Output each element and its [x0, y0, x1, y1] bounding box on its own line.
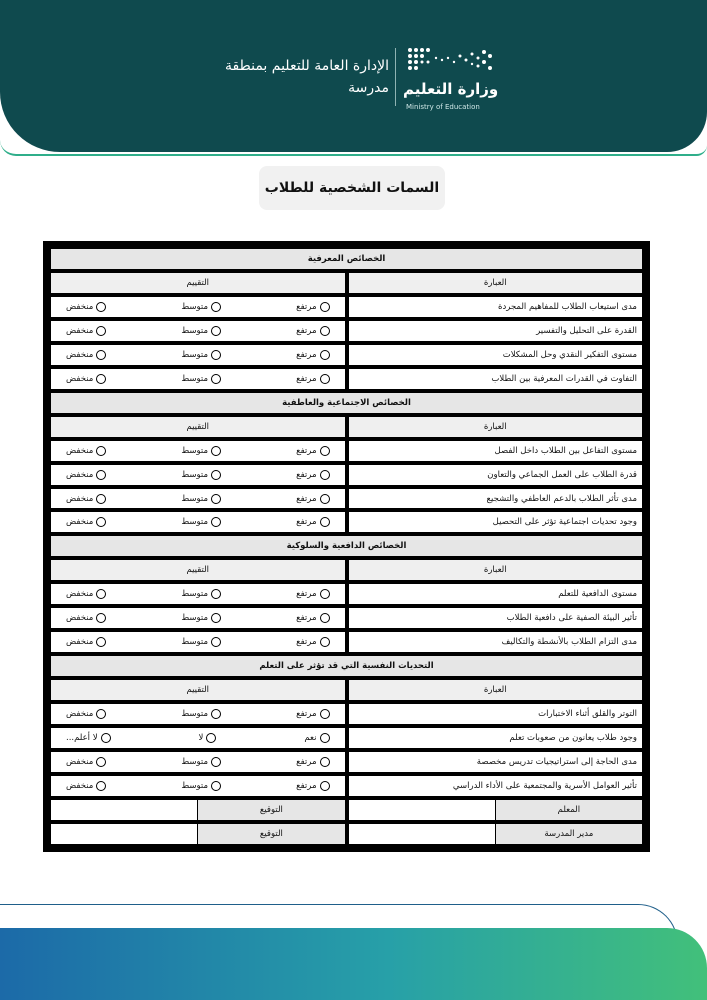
option-low-label: منخفض: [66, 325, 94, 336]
option-high[interactable]: [296, 470, 329, 480]
ministry-name-english: Ministry of Education: [406, 103, 480, 111]
rating-options: [56, 781, 340, 791]
ministry-logo-dots-icon: [406, 46, 496, 72]
option-dont-know[interactable]: [66, 733, 111, 743]
statement-text: مدى الحاجة إلى استراتيجيات تدريس مخصصة: [348, 751, 644, 773]
statement-header: العبارة: [348, 559, 644, 581]
table-row: [50, 464, 643, 486]
section-title: التحديات النفسية التي قد تؤثر على التعلم: [50, 655, 643, 677]
option-medium[interactable]: [181, 350, 221, 360]
option-low[interactable]: [66, 326, 106, 336]
option-medium-label: متوسط: [181, 349, 209, 360]
option-low-label: منخفض: [66, 445, 94, 456]
option-medium[interactable]: [181, 613, 221, 623]
teacher-signature-field[interactable]: [51, 800, 198, 820]
option-low[interactable]: [66, 589, 106, 599]
statement-text: مستوى التفكير النقدي وحل المشكلات: [348, 344, 644, 366]
rating-options: [56, 637, 340, 647]
option-low[interactable]: [66, 781, 106, 791]
option-low[interactable]: [66, 709, 106, 719]
footer-banner: [0, 928, 707, 1000]
option-high[interactable]: [296, 781, 329, 791]
teacher-name-field[interactable]: [349, 800, 496, 820]
option-high-label: مرتفع: [296, 589, 317, 600]
rating-options: [56, 350, 340, 360]
radio-circle-icon[interactable]: [96, 757, 106, 767]
option-high[interactable]: [296, 709, 329, 719]
column-header-row: [50, 679, 643, 701]
table-row: [50, 320, 643, 342]
ministry-name-arabic: وزارة التعليم: [403, 80, 499, 98]
radio-circle-icon[interactable]: [211, 374, 221, 384]
radio-circle-icon[interactable]: [96, 374, 106, 384]
rating-options: [56, 757, 340, 767]
radio-circle-icon[interactable]: [320, 709, 330, 719]
option-low-label: منخفض: [66, 780, 94, 791]
option-low-label: منخفض: [66, 613, 94, 624]
statement-text: وجود تحديات اجتماعية تؤثر على التحصيل: [348, 511, 644, 533]
rating-header: التقييم: [50, 416, 346, 438]
rating-cell: [50, 775, 346, 797]
table-row: [50, 631, 643, 653]
rating-cell: [50, 320, 346, 342]
principal-signature-field[interactable]: [51, 824, 198, 844]
option-medium-label: متوسط: [181, 613, 209, 624]
statement-header: العبارة: [348, 272, 644, 294]
table-row: [50, 511, 643, 533]
statement-text: القدرة على التحليل والتفسير: [348, 320, 644, 342]
option-high-label: مرتفع: [296, 373, 317, 384]
option-low[interactable]: [66, 350, 106, 360]
statement-header: العبارة: [348, 679, 644, 701]
option-medium[interactable]: [181, 326, 221, 336]
statement-text: وجود طلاب يعانون من صعوبات تعلم: [348, 727, 644, 749]
option-medium-label: متوسط: [181, 637, 209, 648]
option-medium[interactable]: [181, 709, 221, 719]
column-header-row: [50, 272, 643, 294]
radio-circle-icon[interactable]: [320, 517, 330, 527]
option-high[interactable]: [296, 350, 329, 360]
section-header: [50, 392, 643, 414]
option-medium-label: متوسط: [181, 756, 209, 767]
option-low[interactable]: [66, 374, 106, 384]
option-low[interactable]: [66, 517, 106, 527]
header-accent-edge: [0, 140, 707, 156]
option-medium-label: متوسط: [181, 517, 209, 528]
rating-cell: [50, 607, 346, 629]
radio-circle-icon[interactable]: [211, 781, 221, 791]
option-medium-label: متوسط: [181, 493, 209, 504]
radio-circle-icon[interactable]: [96, 613, 106, 623]
radio-circle-icon[interactable]: [320, 350, 330, 360]
radio-circle-icon[interactable]: [320, 757, 330, 767]
option-medium[interactable]: [181, 470, 221, 480]
table-row: [50, 368, 643, 390]
statement-header: العبارة: [348, 416, 644, 438]
option-low-label: منخفض: [66, 301, 94, 312]
radio-circle-icon[interactable]: [96, 326, 106, 336]
option-low-label: منخفض: [66, 589, 94, 600]
statement-text: مدى استيعاب الطلاب للمفاهيم المجردة: [348, 296, 644, 318]
option-high[interactable]: [296, 494, 329, 504]
radio-circle-icon[interactable]: [320, 733, 330, 743]
option-high-label: مرتفع: [296, 445, 317, 456]
option-medium[interactable]: [181, 302, 221, 312]
table-row: [50, 607, 643, 629]
option-low-label: منخفض: [66, 517, 94, 528]
radio-circle-icon[interactable]: [211, 613, 221, 623]
option-medium-label: متوسط: [181, 709, 209, 720]
table-row: [50, 440, 643, 462]
rating-options: [56, 517, 340, 527]
option-low[interactable]: [66, 494, 106, 504]
statement-text: مستوى الدافعية للتعلم: [348, 583, 644, 605]
option-yes[interactable]: [304, 733, 329, 743]
rating-options: [56, 446, 340, 456]
radio-circle-icon[interactable]: [96, 589, 106, 599]
column-header-row: [50, 416, 643, 438]
option-high[interactable]: [296, 589, 329, 599]
radio-circle-icon[interactable]: [211, 470, 221, 480]
radio-circle-icon[interactable]: [320, 589, 330, 599]
option-medium-label: متوسط: [181, 589, 209, 600]
option-medium-label: متوسط: [181, 780, 209, 791]
option-high-label: مرتفع: [296, 709, 317, 720]
principal-name-field[interactable]: [349, 824, 496, 844]
rating-header: التقييم: [50, 679, 346, 701]
radio-circle-icon[interactable]: [320, 781, 330, 791]
radio-circle-icon[interactable]: [96, 350, 106, 360]
radio-circle-icon[interactable]: [96, 446, 106, 456]
option-high-label: مرتفع: [296, 756, 317, 767]
rating-cell: [50, 727, 346, 749]
traits-table: [43, 241, 650, 852]
radio-circle-icon[interactable]: [320, 637, 330, 647]
statement-text: تأثير العوامل الأسرية والمجتمعية على الأداء الدراسي: [348, 775, 644, 797]
option-medium[interactable]: [181, 637, 221, 647]
radio-circle-icon[interactable]: [96, 494, 106, 504]
radio-circle-icon[interactable]: [96, 470, 106, 480]
rating-options: [56, 589, 340, 599]
rating-options: [56, 709, 340, 719]
radio-circle-icon[interactable]: [211, 494, 221, 504]
header-banner: [0, 0, 707, 152]
rating-options: [56, 733, 340, 743]
option-high-label: مرتفع: [296, 469, 317, 480]
statement-text: مدى تأثر الطلاب بالدعم العاطفي والتشجيع: [348, 488, 644, 510]
table-row: [50, 344, 643, 366]
option-no-label: لا: [198, 733, 204, 744]
teacher-label: المعلم: [495, 800, 642, 820]
rating-options: [56, 613, 340, 623]
signature-label: التوقيع: [198, 824, 345, 844]
rating-cell: [50, 583, 346, 605]
table-row: [50, 488, 643, 510]
section-header: [50, 535, 643, 557]
option-high[interactable]: [296, 637, 329, 647]
table-row: [50, 751, 643, 773]
option-medium-label: متوسط: [181, 301, 209, 312]
option-low-label: منخفض: [66, 469, 94, 480]
option-medium[interactable]: [181, 757, 221, 767]
option-high-label: مرتفع: [296, 349, 317, 360]
option-low[interactable]: [66, 613, 106, 623]
option-low[interactable]: [66, 470, 106, 480]
option-low-label: منخفض: [66, 637, 94, 648]
option-high-label: مرتفع: [296, 517, 317, 528]
option-medium-label: متوسط: [181, 445, 209, 456]
table-row: [50, 703, 643, 725]
radio-circle-icon[interactable]: [211, 757, 221, 767]
radio-circle-icon[interactable]: [211, 326, 221, 336]
option-high-label: مرتفع: [296, 637, 317, 648]
column-header-row: [50, 559, 643, 581]
option-yes-label: نعم: [304, 733, 317, 744]
option-low[interactable]: [66, 757, 106, 767]
rating-options: [56, 494, 340, 504]
principal-signature-block: [348, 823, 644, 845]
statement-text: مستوى التفاعل بين الطلاب داخل الفصل: [348, 440, 644, 462]
statement-text: قدرة الطلاب على العمل الجماعي والتعاون: [348, 464, 644, 486]
rating-cell: [50, 511, 346, 533]
statement-text: التفاوت في القدرات المعرفية بين الطلاب: [348, 368, 644, 390]
option-high[interactable]: [296, 446, 329, 456]
radio-circle-icon[interactable]: [320, 326, 330, 336]
option-high-label: مرتفع: [296, 493, 317, 504]
rating-cell: [50, 703, 346, 725]
option-high[interactable]: [296, 374, 329, 384]
principal-label: مدير المدرسة: [495, 824, 642, 844]
option-medium[interactable]: [181, 781, 221, 791]
rating-cell: [50, 296, 346, 318]
statement-text: التوتر والقلق أثناء الاختبارات: [348, 703, 644, 725]
rating-options: [56, 374, 340, 384]
radio-circle-icon[interactable]: [96, 709, 106, 719]
option-high[interactable]: [296, 302, 329, 312]
option-low[interactable]: [66, 637, 106, 647]
radio-circle-icon[interactable]: [96, 781, 106, 791]
option-low-label: منخفض: [66, 373, 94, 384]
table-row: [50, 296, 643, 318]
option-low-label: منخفض: [66, 493, 94, 504]
radio-circle-icon[interactable]: [320, 374, 330, 384]
rating-cell: [50, 464, 346, 486]
option-medium[interactable]: [181, 446, 221, 456]
radio-circle-icon[interactable]: [211, 517, 221, 527]
option-low-label: منخفض: [66, 709, 94, 720]
rating-cell: [50, 440, 346, 462]
rating-options: [56, 470, 340, 480]
option-low[interactable]: [66, 302, 106, 312]
option-high[interactable]: [296, 326, 329, 336]
section-title: الخصائص الاجتماعية والعاطفية: [50, 392, 643, 414]
option-medium-label: متوسط: [181, 469, 209, 480]
option-medium[interactable]: [181, 494, 221, 504]
rating-cell: [50, 631, 346, 653]
option-high[interactable]: [296, 613, 329, 623]
option-low[interactable]: [66, 446, 106, 456]
section-title: الخصائص المعرفية: [50, 248, 643, 270]
rating-cell: [50, 488, 346, 510]
radio-circle-icon[interactable]: [96, 517, 106, 527]
school-text: مدرسة: [348, 80, 389, 96]
option-medium[interactable]: [181, 374, 221, 384]
radio-circle-icon[interactable]: [320, 470, 330, 480]
section-header: [50, 655, 643, 677]
option-high-label: مرتفع: [296, 613, 317, 624]
teacher-signature-cell: [50, 799, 346, 821]
option-high[interactable]: [296, 517, 329, 527]
radio-circle-icon[interactable]: [211, 637, 221, 647]
radio-circle-icon[interactable]: [101, 733, 111, 743]
option-dont-know-label: لا أعلم...: [66, 733, 98, 744]
general-directorate-text: الإدارة العامة للتعليم بمنطقة: [225, 58, 389, 74]
statement-text: تأثير البيئة الصفية على دافعية الطلاب: [348, 607, 644, 629]
signature-row: [50, 799, 643, 821]
rating-cell: [50, 344, 346, 366]
option-medium-label: متوسط: [181, 373, 209, 384]
radio-circle-icon[interactable]: [320, 494, 330, 504]
option-low-label: منخفض: [66, 756, 94, 767]
table-row: [50, 775, 643, 797]
option-high-label: مرتفع: [296, 325, 317, 336]
table-row: [50, 727, 643, 749]
option-medium[interactable]: [181, 517, 221, 527]
page-title: السمات الشخصية للطلاب: [259, 166, 445, 210]
option-high-label: مرتفع: [296, 301, 317, 312]
rating-options: [56, 326, 340, 336]
section-header: [50, 248, 643, 270]
radio-circle-icon[interactable]: [211, 709, 221, 719]
option-no[interactable]: [199, 733, 217, 743]
statement-text: مدى التزام الطلاب بالأنشطة والتكاليف: [348, 631, 644, 653]
option-medium-label: متوسط: [181, 325, 209, 336]
radio-circle-icon[interactable]: [211, 446, 221, 456]
radio-circle-icon[interactable]: [320, 302, 330, 312]
teacher-signature-block: [348, 799, 644, 821]
radio-circle-icon[interactable]: [96, 302, 106, 312]
signature-label: التوقيع: [198, 800, 345, 820]
signature-row: [50, 823, 643, 845]
radio-circle-icon[interactable]: [96, 637, 106, 647]
option-high-label: مرتفع: [296, 780, 317, 791]
rating-options: [56, 302, 340, 312]
option-low-label: منخفض: [66, 349, 94, 360]
rating-cell: [50, 751, 346, 773]
radio-circle-icon[interactable]: [206, 733, 216, 743]
table-row: [50, 583, 643, 605]
radio-circle-icon[interactable]: [211, 589, 221, 599]
radio-circle-icon[interactable]: [320, 613, 330, 623]
option-medium[interactable]: [181, 589, 221, 599]
section-title: الخصائص الدافعية والسلوكية: [50, 535, 643, 557]
radio-circle-icon[interactable]: [211, 350, 221, 360]
header-divider: [395, 48, 396, 106]
option-high[interactable]: [296, 757, 329, 767]
rating-header: التقييم: [50, 272, 346, 294]
radio-circle-icon[interactable]: [320, 446, 330, 456]
rating-cell: [50, 368, 346, 390]
rating-header: التقييم: [50, 559, 346, 581]
radio-circle-icon[interactable]: [211, 302, 221, 312]
principal-signature-cell: [50, 823, 346, 845]
